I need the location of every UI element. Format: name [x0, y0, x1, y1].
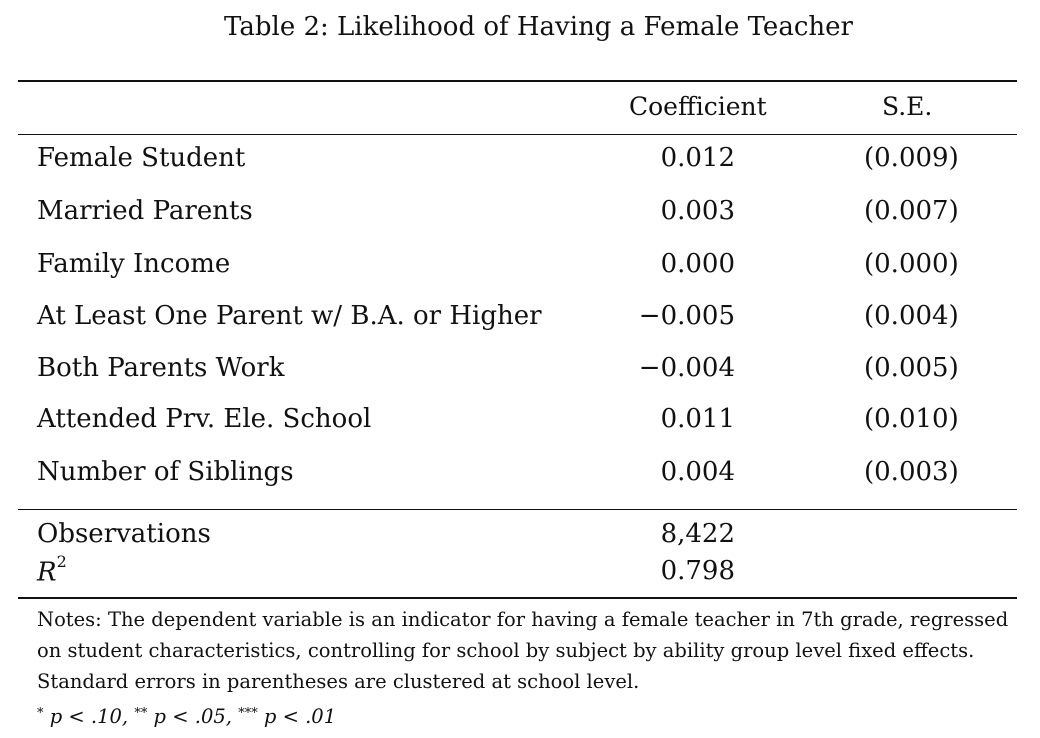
row-se: (0.003) — [864, 457, 959, 487]
table-caption: Table 2: Likelihood of Having a Female Teacher — [224, 12, 853, 42]
row-label: Female Student — [37, 143, 246, 173]
r-squared-row — [0, 552, 1040, 592]
header-se: S.E. — [882, 92, 933, 121]
row-se: (0.004) — [864, 301, 959, 331]
r-squared-value: 0.798 — [660, 556, 735, 586]
table-row — [0, 196, 1040, 232]
row-label: Attended Prv. Ele. School — [37, 404, 372, 434]
header-coefficient: Coefficient — [629, 92, 767, 121]
observations-row — [0, 519, 1040, 555]
footer-rule — [18, 509, 1017, 510]
significance-note: * p < .10, ** p < .05, *** p < .01 — [37, 705, 337, 728]
row-label: Number of Siblings — [37, 457, 294, 487]
table-row — [0, 143, 1040, 179]
row-label: Family Income — [37, 249, 231, 279]
row-coefficient: −0.005 — [638, 301, 735, 331]
row-label: Married Parents — [37, 196, 253, 226]
row-coefficient: 0.000 — [660, 249, 735, 279]
top-rule — [18, 80, 1017, 82]
row-se: (0.007) — [864, 196, 959, 226]
row-se: (0.000) — [864, 249, 959, 279]
table-notes: Notes: The dependent variable is an indicator for having a female teacher in 7th grade, regressed on student characteristics, controlling for school by subject by ability group level fixed effects. Standard errors in parentheses are clustered at school level. — [37, 608, 1009, 693]
row-coefficient: 0.003 — [660, 196, 735, 226]
row-se: (0.005) — [864, 353, 959, 383]
row-coefficient: 0.011 — [660, 404, 735, 434]
row-label: Both Parents Work — [37, 353, 285, 383]
row-coefficient: 0.004 — [660, 457, 735, 487]
header-rule — [18, 134, 1017, 135]
row-coefficient: −0.004 — [638, 353, 735, 383]
row-label: At Least One Parent w/ B.A. or Higher — [37, 301, 542, 331]
table-row — [0, 457, 1040, 493]
row-coefficient: 0.012 — [660, 143, 735, 173]
table-row — [0, 301, 1040, 337]
row-se: (0.010) — [864, 404, 959, 434]
table-row — [0, 353, 1040, 389]
observations-label: Observations — [37, 519, 211, 549]
bottom-rule — [18, 597, 1017, 599]
table-row — [0, 404, 1040, 440]
observations-value: 8,422 — [660, 519, 735, 549]
r-squared-label: $R^2$ — [37, 552, 67, 588]
table-row — [0, 249, 1040, 285]
row-se: (0.009) — [864, 143, 959, 173]
